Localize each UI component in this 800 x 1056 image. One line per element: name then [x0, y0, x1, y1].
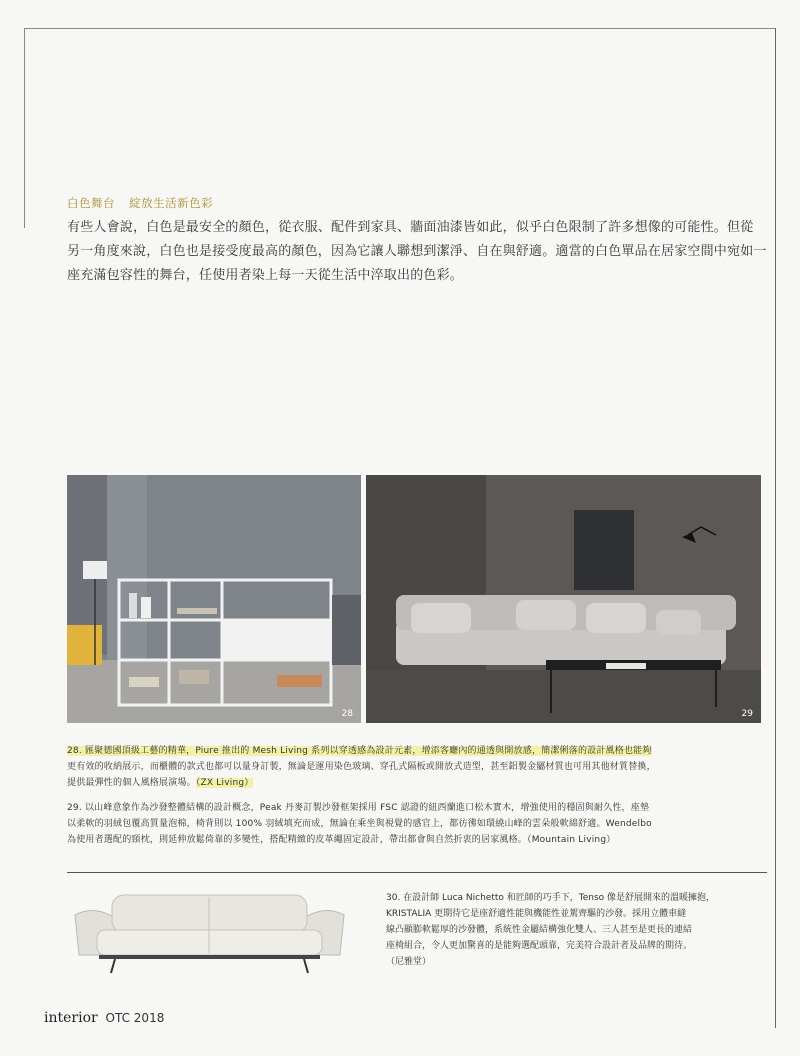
caption-line: 為使用者選配的頸枕，則延伸放鬆倚靠的多變性，搭配精緻的皮革繩固定設計，帶出都會與自然折衷的居家風格。（Mountain Living）: [67, 835, 616, 845]
sofa-scene-image: [366, 475, 761, 723]
photo-number-28: 28: [341, 709, 353, 719]
section-heading-left: 白色舞台: [67, 196, 115, 210]
page-footer: [44, 1010, 164, 1026]
caption-line: 座椅組合，令人更加驚喜的是能夠選配頭靠，完美符合設計者及品牌的期待。: [386, 941, 693, 951]
caption-28-credit: （ZX Living）: [195, 778, 254, 788]
section-divider: [67, 872, 767, 873]
intro-line: 另一角度來說，白色也是接受度最高的顏色，因為它讓人聯想到潔淨、自在與舒適。適當的白色單品在居家空間中宛如一: [67, 244, 767, 259]
intro-paragraph: [67, 216, 767, 288]
section-heading: [67, 195, 223, 211]
magazine-brand: interior: [44, 1010, 98, 1026]
caption-28-tail: 提供最彈性的個人風格展演場。: [67, 778, 196, 788]
caption-line: 更有效的收納展示，而櫃體的款式也都可以量身訂製，無論是運用染色玻璃、穿孔式隔板或開放式造型，甚至鋁製金屬材質也可用其他材質替換，: [67, 762, 656, 772]
intro-line: 座充滿包容性的舞台，任使用者染上每一天從生活中淬取出的色彩。: [67, 268, 464, 283]
caption-line: 線凸顯膨軟鬆厚的沙發體，系統性金屬結構強化雙人、三人甚至是更長的連結: [386, 925, 693, 935]
photo-shelving-unit: [67, 475, 361, 723]
caption-line: KRISTALIA 更期待它是座舒適性能與機能性並駕齊驅的沙發。採用立體車縫: [386, 909, 687, 919]
intro-line: 有些人會說，白色是最安全的顏色，從衣服、配件到家具、牆面油漆皆如此，似乎白色限制了許多想像的可能性。但從: [67, 220, 754, 235]
section-heading-right: 綻放生活新色彩: [129, 196, 214, 210]
caption-line: [67, 775, 769, 791]
caption-30: [386, 890, 764, 970]
caption-line: [67, 743, 769, 759]
tenso-sofa-image: [67, 885, 352, 985]
caption-line: 30. 在設計師 Luca Nichetto 和匠師的巧手下，Tenso 像是舒展開來的溫暖擁抱，: [386, 893, 716, 903]
caption-28-number: 28. 匯聚德國頂級工藝的精華，Piure 推出的 Mesh Living 系列以穿透感為設計元素，增添客廳內的通透與開放感，簡潔俐落的設計風格也能夠: [67, 746, 652, 756]
shelving-scene-image: [67, 475, 361, 723]
photo-number-29: 29: [741, 709, 753, 719]
caption-29: [67, 800, 769, 848]
caption-line: （尼雅堂）: [386, 957, 432, 967]
frame-left-line: [24, 28, 25, 228]
caption-line: 29. 以山峰意象作為沙發整體結構的設計概念，Peak 丹麥訂製沙發框架採用 FSC 認證的紐西蘭進口松木實木，增強使用的穩固與耐久性，座墊: [67, 803, 650, 813]
photo-sectional-sofa: [366, 475, 761, 723]
caption-28: [67, 743, 769, 791]
caption-line: 以柔軟的羽絨包覆高質量泡棉，椅背則以 100% 羽絨填充而成，無論在乘坐與視覺的感官上，都彷彿如環繞山峰的雲朵般軟綿舒適。Wendelbo: [67, 819, 652, 829]
issue-label: OTC 2018: [105, 1011, 165, 1025]
frame-top-line: [24, 28, 776, 29]
frame-right-line: [775, 28, 776, 1028]
photo-tenso-sofa: [67, 885, 352, 985]
